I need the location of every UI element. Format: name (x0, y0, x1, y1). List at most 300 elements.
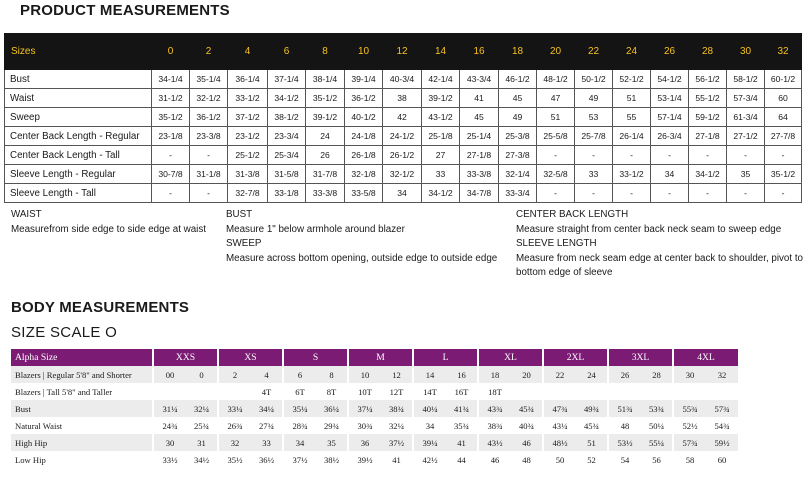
body-measurement-value: 30 (673, 366, 706, 383)
measurement-value: - (152, 184, 190, 203)
body-measurement-value: 52½ (673, 417, 706, 434)
alpha-size-cell: L (413, 349, 478, 366)
body-measurement-row (11, 366, 738, 383)
body-measurement-value: 55¼ (641, 434, 673, 451)
body-measurement-value: 34¼ (251, 400, 283, 417)
measurement-value: 42 (383, 108, 422, 127)
body-measurement-value: 37½ (283, 451, 316, 468)
body-measurement-value: 38¾ (381, 400, 413, 417)
measurement-value: 30-7/8 (152, 165, 190, 184)
measurement-value: 33-1/2 (613, 165, 651, 184)
measurement-value: 33-3/8 (306, 184, 345, 203)
length-note (516, 208, 803, 281)
body-measurement-value: 52 (576, 451, 608, 468)
body-measurement-value: 59½ (706, 434, 738, 451)
measurement-value: 46-1/2 (499, 70, 537, 89)
waist-note (11, 208, 206, 237)
body-measurement-value (543, 383, 576, 400)
measurement-value: 23-1/8 (152, 127, 190, 146)
body-measurement-value (706, 383, 738, 400)
measurement-value: 35-1/2 (765, 165, 802, 184)
measurement-value: 26-1/8 (345, 146, 383, 165)
alpha-size-cell: 4XL (673, 349, 738, 366)
measurement-value: 27 (422, 146, 460, 165)
body-measurement-value: 10 (348, 366, 381, 383)
measurement-value: 60 (765, 89, 802, 108)
measurement-value: - (727, 184, 765, 203)
measurement-value: 53-1/4 (651, 89, 689, 108)
alpha-size-cell: 2XL (543, 349, 608, 366)
body-measurement-value: 34 (413, 417, 446, 434)
measurement-value: 26 (306, 146, 345, 165)
size-header-row (5, 34, 802, 70)
measurement-label: Sleeve Length - Regular (5, 165, 152, 184)
bust-sweep-note (226, 208, 497, 266)
measurement-value: 31-5/8 (268, 165, 306, 184)
measurement-value: - (765, 184, 802, 203)
measurement-value: 25-3/4 (268, 146, 306, 165)
body-measurement-value: 50 (543, 451, 576, 468)
body-measurement-value: 34 (283, 434, 316, 451)
measurement-value: 38-1/4 (306, 70, 345, 89)
measurement-value: 27-7/8 (765, 127, 802, 146)
body-measurement-value: 35 (316, 434, 348, 451)
measurement-value: 32-7/8 (228, 184, 268, 203)
body-measurement-value: 48 (511, 451, 543, 468)
note-title: BUST (226, 209, 253, 220)
body-measurement-value: 37½ (381, 434, 413, 451)
body-measurement-value: 53½ (608, 434, 641, 451)
measurement-value: 57-3/4 (727, 89, 765, 108)
measurement-value: - (575, 184, 613, 203)
body-measurement-row (11, 417, 738, 434)
measurement-value: 56-1/2 (689, 70, 727, 89)
size-header-cell: 0 (152, 34, 190, 70)
size-header-cell: 12 (383, 34, 422, 70)
body-measurement-value: 48 (608, 417, 641, 434)
measurement-value: 54-1/2 (651, 70, 689, 89)
measurement-value: 34-1/2 (268, 89, 306, 108)
alpha-size-cell: M (348, 349, 413, 366)
body-measurement-value: 6T (283, 383, 316, 400)
measurement-label: Center Back Length - Tall (5, 146, 152, 165)
body-measurement-label: Natural Waist (11, 417, 153, 434)
measurement-value: 32-5/8 (537, 165, 575, 184)
measurement-value: - (765, 146, 802, 165)
sizes-label: Sizes (5, 34, 152, 70)
measurement-value: - (190, 146, 228, 165)
measurement-value: 37-1/4 (268, 70, 306, 89)
size-header-cell: 4 (228, 34, 268, 70)
body-measurement-value: 4T (251, 383, 283, 400)
measurement-value: 58-1/2 (727, 70, 765, 89)
measurement-row (5, 127, 802, 146)
alpha-size-label: Alpha Size (11, 349, 153, 366)
product-measurements-table (4, 33, 802, 203)
body-measurement-value: 16T (446, 383, 478, 400)
body-measurement-value: 35¾ (446, 417, 478, 434)
body-measurement-value: 0 (186, 366, 218, 383)
alpha-size-cell: XL (478, 349, 543, 366)
body-measurement-value: 16 (446, 366, 478, 383)
body-measurement-value (218, 383, 251, 400)
size-header-cell: 28 (689, 34, 727, 70)
measurement-value: 45 (499, 89, 537, 108)
size-header-cell: 30 (727, 34, 765, 70)
body-measurement-row (11, 383, 738, 400)
measurement-value: 50-1/2 (575, 70, 613, 89)
body-measurement-value: 37¼ (348, 400, 381, 417)
measurement-value: 45 (460, 108, 499, 127)
measurement-value: 40-1/2 (345, 108, 383, 127)
measurement-row (5, 89, 802, 108)
body-measurement-row (11, 400, 738, 417)
body-measurement-value: 49¾ (576, 400, 608, 417)
measurement-label: Waist (5, 89, 152, 108)
body-measurement-value: 45¾ (576, 417, 608, 434)
measurement-value: 26-1/4 (613, 127, 651, 146)
measurement-row (5, 146, 802, 165)
note-title: WAIST (11, 209, 42, 220)
measurement-value: - (689, 146, 727, 165)
size-header-cell: 8 (306, 34, 345, 70)
body-measurement-value: 6 (283, 366, 316, 383)
measurement-value: - (651, 146, 689, 165)
measurement-value: 27-3/8 (499, 146, 537, 165)
measurement-label: Sweep (5, 108, 152, 127)
measurement-label: Center Back Length - Regular (5, 127, 152, 146)
body-measurement-value: 54¾ (706, 417, 738, 434)
body-measurement-value: 14 (413, 366, 446, 383)
measurement-value: 32-1/2 (190, 89, 228, 108)
body-measurement-value: 30 (153, 434, 186, 451)
body-measurement-value: 34½ (186, 451, 218, 468)
measurement-value: 39-1/2 (306, 108, 345, 127)
measurement-value: 25-1/8 (422, 127, 460, 146)
measurement-value: 35-1/4 (190, 70, 228, 89)
measurement-label: Bust (5, 70, 152, 89)
note-title: SWEEP (226, 238, 262, 249)
note-title: SLEEVE LENGTH (516, 238, 597, 249)
measurement-value: 52-1/2 (613, 70, 651, 89)
body-measurement-value (186, 383, 218, 400)
body-measurement-value: 29¾ (316, 417, 348, 434)
measurement-value: 31-1/8 (190, 165, 228, 184)
body-measurement-value: 44 (446, 451, 478, 468)
alpha-size-cell: XS (218, 349, 283, 366)
measurement-value: 31-7/8 (306, 165, 345, 184)
measurement-value: 24 (306, 127, 345, 146)
body-measurement-value (608, 383, 641, 400)
measurement-value: 34-1/4 (152, 70, 190, 89)
body-measurement-value: 43½ (478, 434, 511, 451)
measurement-value: 24-1/8 (345, 127, 383, 146)
measurement-value: 34 (651, 165, 689, 184)
measurement-value: 49 (575, 89, 613, 108)
measurement-value: 48-1/2 (537, 70, 575, 89)
body-measurement-value: 55¾ (673, 400, 706, 417)
body-measurements-title: BODY MEASUREMENTS (11, 299, 190, 316)
measurement-value: 36-1/2 (190, 108, 228, 127)
measurement-value: 33-1/8 (268, 184, 306, 203)
body-measurement-value: 47¾ (543, 400, 576, 417)
note-text: Measure straight from center back neck seam to sweep edge (516, 223, 782, 235)
body-measurement-value: 20 (511, 366, 543, 383)
body-measurement-label: Blazers | Regular 5'8" and Shorter (11, 366, 153, 383)
measurement-value: 26-1/2 (383, 146, 422, 165)
measurement-value: 35-1/2 (152, 108, 190, 127)
size-header-cell: 2 (190, 34, 228, 70)
measurement-value: 25-7/8 (575, 127, 613, 146)
body-measurement-value: 57¾ (673, 434, 706, 451)
measurement-value: - (727, 146, 765, 165)
body-measurement-value: 58 (673, 451, 706, 468)
alpha-size-header-row (11, 349, 738, 366)
body-measurement-value: 38¾ (478, 417, 511, 434)
measurement-value: 49 (499, 108, 537, 127)
measurement-value: 59-1/2 (689, 108, 727, 127)
alpha-size-cell: S (283, 349, 348, 366)
body-measurement-label: Blazers | Tall 5'8" and Taller (11, 383, 153, 400)
measurement-row (5, 70, 802, 89)
body-measurement-value: 28¾ (283, 417, 316, 434)
body-measurement-value: 54 (608, 451, 641, 468)
measurement-value: - (613, 184, 651, 203)
body-measurement-value: 53¾ (641, 400, 673, 417)
measurement-value: 55 (613, 108, 651, 127)
body-measurement-value: 8 (316, 366, 348, 383)
size-header-cell: 20 (537, 34, 575, 70)
size-header-cell: 26 (651, 34, 689, 70)
measurement-value: 37-1/2 (228, 108, 268, 127)
measurement-value: 27-1/8 (689, 127, 727, 146)
body-measurement-value: 4 (251, 366, 283, 383)
measurement-value: - (575, 146, 613, 165)
body-measurement-value: 31 (186, 434, 218, 451)
body-measurement-value (576, 383, 608, 400)
body-measurements-table (11, 349, 738, 468)
measurement-row (5, 184, 802, 203)
body-measurement-value: 38½ (316, 451, 348, 468)
body-measurement-value: 51 (576, 434, 608, 451)
measurement-value: 39-1/4 (345, 70, 383, 89)
body-measurement-value: 41 (381, 451, 413, 468)
body-measurement-value: 42½ (413, 451, 446, 468)
alpha-size-cell: 3XL (608, 349, 673, 366)
body-measurement-value: 51¾ (608, 400, 641, 417)
measurement-value: 27-1/2 (727, 127, 765, 146)
measurement-value: 26-3/4 (651, 127, 689, 146)
measurement-row (5, 165, 802, 184)
body-measurement-value: 35½ (218, 451, 251, 468)
body-measurement-label: High Hip (11, 434, 153, 451)
body-measurement-value: 56 (641, 451, 673, 468)
size-header-cell: 14 (422, 34, 460, 70)
body-measurement-value: 30¾ (348, 417, 381, 434)
measurement-value: 36-1/4 (228, 70, 268, 89)
measurement-value: 33 (422, 165, 460, 184)
body-measurement-value: 41 (446, 434, 478, 451)
body-measurement-value: 12T (381, 383, 413, 400)
measurement-value: 24-1/2 (383, 127, 422, 146)
measurement-value: 43-3/4 (460, 70, 499, 89)
measurement-value: 38 (383, 89, 422, 108)
body-measurement-value: 33¼ (218, 400, 251, 417)
body-measurement-value: 27¾ (251, 417, 283, 434)
body-measurement-value: 40¼ (413, 400, 446, 417)
body-measurement-value: 24¾ (153, 417, 186, 434)
body-measurement-value: 39¼ (413, 434, 446, 451)
note-text: bottom edge of sleeve (516, 267, 613, 278)
body-measurement-value: 25¾ (186, 417, 218, 434)
size-header-cell: 10 (345, 34, 383, 70)
note-text: Measure from neck seam edge at center back to shoulder, pivot to (516, 252, 803, 264)
measurement-value: - (651, 184, 689, 203)
measurement-value: - (152, 146, 190, 165)
body-measurement-value: 10T (348, 383, 381, 400)
product-measurements-title: PRODUCT MEASUREMENTS (20, 2, 230, 19)
measurement-value: 34 (383, 184, 422, 203)
measurement-value: - (537, 146, 575, 165)
size-header-cell: 18 (499, 34, 537, 70)
measurement-value: 33-3/8 (460, 165, 499, 184)
measurement-row (5, 108, 802, 127)
body-measurement-label: Low Hip (11, 451, 153, 468)
measurement-value: 25-5/8 (537, 127, 575, 146)
body-measurement-value: 28 (641, 366, 673, 383)
measurement-value: 23-3/8 (190, 127, 228, 146)
body-measurement-value: 14T (413, 383, 446, 400)
measurement-value: 38-1/2 (268, 108, 306, 127)
body-measurement-value: 8T (316, 383, 348, 400)
body-measurement-value: 33½ (153, 451, 186, 468)
measurement-value: 25-3/8 (499, 127, 537, 146)
measurement-value: 40-3/4 (383, 70, 422, 89)
body-measurement-value: 50¼ (641, 417, 673, 434)
body-measurement-value: 43¾ (478, 400, 511, 417)
body-measurement-value (153, 383, 186, 400)
measurement-value: 25-1/2 (228, 146, 268, 165)
measurement-value: 33-1/2 (228, 89, 268, 108)
size-scale-subtitle: SIZE SCALE O (11, 324, 118, 341)
measurement-value: 35-1/2 (306, 89, 345, 108)
note-title: CENTER BACK LENGTH (516, 209, 629, 220)
measurement-value: 42-1/4 (422, 70, 460, 89)
measurement-value: - (689, 184, 727, 203)
body-measurement-value: 48½ (543, 434, 576, 451)
measurement-value: 32-1/8 (345, 165, 383, 184)
measurement-value: 27-1/8 (460, 146, 499, 165)
size-header-cell: 16 (460, 34, 499, 70)
measurement-value: 36-1/2 (345, 89, 383, 108)
measurement-value: 60-1/2 (765, 70, 802, 89)
measurement-value: 33 (575, 165, 613, 184)
body-measurement-value: 35¼ (283, 400, 316, 417)
body-measurement-value: 36¼ (316, 400, 348, 417)
measurement-value: 35 (727, 165, 765, 184)
measurement-value: 23-1/2 (228, 127, 268, 146)
note-text: Measure 1" below armhole around blazer (226, 223, 405, 235)
body-measurement-value (511, 383, 543, 400)
body-measurement-value: 41¾ (446, 400, 478, 417)
measurement-value: - (537, 184, 575, 203)
body-measurement-value: 46 (478, 451, 511, 468)
body-measurement-value: 32 (218, 434, 251, 451)
body-measurement-value: 39½ (348, 451, 381, 468)
body-measurement-value: 2 (218, 366, 251, 383)
measurement-value: 23-3/4 (268, 127, 306, 146)
body-measurement-value: 40¾ (511, 417, 543, 434)
body-measurement-value: 12 (381, 366, 413, 383)
measurement-value: 32-1/4 (499, 165, 537, 184)
size-header-cell: 32 (765, 34, 802, 70)
body-measurement-value: 32 (706, 366, 738, 383)
measurement-value: 51 (537, 108, 575, 127)
body-measurement-value: 36½ (251, 451, 283, 468)
measurement-value: - (190, 184, 228, 203)
body-measurement-value: 18 (478, 366, 511, 383)
body-measurement-value: 32¼ (381, 417, 413, 434)
measurement-value: 34-1/2 (422, 184, 460, 203)
body-measurement-value: 36 (348, 434, 381, 451)
body-measurement-value: 31¼ (153, 400, 186, 417)
body-measurement-value: 32¼ (186, 400, 218, 417)
measurement-value: 57-1/4 (651, 108, 689, 127)
body-measurement-value (673, 383, 706, 400)
body-measurement-value: 18T (478, 383, 511, 400)
measurement-value: 55-1/2 (689, 89, 727, 108)
measurement-value: 51 (613, 89, 651, 108)
body-measurement-value: 43¼ (543, 417, 576, 434)
body-measurement-value: 46 (511, 434, 543, 451)
body-measurement-label: Bust (11, 400, 153, 417)
measurement-value: 64 (765, 108, 802, 127)
note-text: Measure across bottom opening, outside edge to outside edge (226, 252, 498, 264)
size-header-cell: 22 (575, 34, 613, 70)
alpha-size-cell: XXS (153, 349, 218, 366)
body-measurement-value: 60 (706, 451, 738, 468)
size-header-cell: 6 (268, 34, 306, 70)
measurement-value: 61-3/4 (727, 108, 765, 127)
body-measurement-row (11, 451, 738, 468)
body-measurement-value: 24 (576, 366, 608, 383)
measurement-value: 47 (537, 89, 575, 108)
measurement-value: 41 (460, 89, 499, 108)
body-measurement-value: 00 (153, 366, 186, 383)
measurement-value: 53 (575, 108, 613, 127)
body-measurement-value: 33 (251, 434, 283, 451)
measurement-value: 34-7/8 (460, 184, 499, 203)
measurement-value: 32-1/2 (383, 165, 422, 184)
measurement-value: 43-1/2 (422, 108, 460, 127)
body-measurement-value: 57¾ (706, 400, 738, 417)
size-header-cell: 24 (613, 34, 651, 70)
body-measurement-value (641, 383, 673, 400)
body-measurement-value: 45¾ (511, 400, 543, 417)
measurement-value: 31-1/2 (152, 89, 190, 108)
measurement-label: Sleeve Length - Tall (5, 184, 152, 203)
measurement-value: 31-3/8 (228, 165, 268, 184)
measurement-value: 34-1/2 (689, 165, 727, 184)
measurement-value: - (613, 146, 651, 165)
measurement-value: 25-1/4 (460, 127, 499, 146)
body-measurement-value: 22 (543, 366, 576, 383)
body-measurement-row (11, 434, 738, 451)
body-measurement-value: 26 (608, 366, 641, 383)
note-text: Measurefrom side edge to side edge at waist (11, 223, 206, 235)
measurement-value: 33-3/4 (499, 184, 537, 203)
body-measurement-value: 26¾ (218, 417, 251, 434)
